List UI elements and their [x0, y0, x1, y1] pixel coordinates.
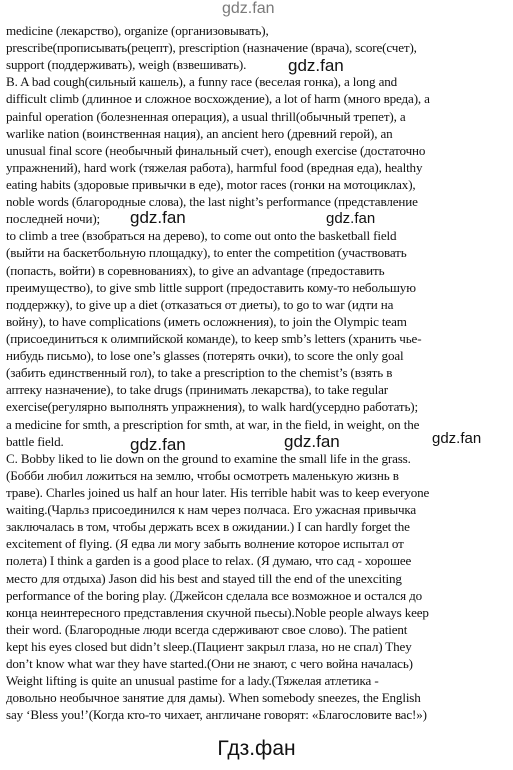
text-line: don’t know what war they have started.(Они не знают, с чего война началась) [6, 656, 413, 672]
watermark: gdz.fan [432, 430, 482, 447]
watermark: gdz.fan [130, 435, 186, 454]
text-line: (Бобби любил ложиться на землю, чтобы осмотреть маленькую жизнь в [6, 467, 399, 483]
watermark: gdz.fan [284, 432, 340, 451]
text-line: support (поддерживать), weigh (взвешивать). [6, 57, 247, 73]
text-line: место для отдыха) Jason did his best and stayed till the end of the unexciting [6, 570, 402, 586]
text-line: заключалась в том, чтобы держать всех в ожидании.) I can hardly forget the [6, 519, 410, 535]
text-line: a medicine for smth, a prescription for smth, at war, in the field, in weight, on the [6, 416, 420, 432]
watermark: gdz.fan [130, 208, 186, 227]
text-line: (забить единственный гол), to take a prescription to the chemist’s (взять в [6, 365, 393, 381]
text-line: войну), to have complications (иметь осложнения), to join the Olympic team [6, 313, 407, 329]
text-line: (присоединиться к олимпийской команде), to keep smb’s letters (хранить чье- [6, 330, 422, 346]
text-line: waiting.(Чарльз присоединился к нам через полчаса. Его ужасная привычка [6, 502, 417, 518]
text-line: unusual final score (необычный финальный счет), enough exercise (достаточно [6, 142, 426, 158]
text-line: prescribe(прописывать(рецепт), prescription (назначение (врача), score(счет), [6, 40, 417, 56]
text-line: eating habits (здоровые привычки в еде), motor races (гонки на мотоциклах), [6, 176, 416, 192]
text-line: performance of the boring play. (Джейсон сделала все возможное и остался до [6, 587, 423, 603]
text-line: довольно необычное занятие для дамы). When somebody sneezes, the English [6, 690, 421, 706]
text-line: noble words (благородные слова), the last night’s performance (представление [6, 194, 418, 210]
text-line: B. A bad cough(сильный кашель), a funny race (веселая гонка), a long and [6, 74, 398, 90]
text-line: конца неинтересного представления скучной пьесы).Noble people always keep [6, 604, 429, 620]
text-line: to climb a tree (взобраться на дерево), to come out onto the basketball field [6, 228, 397, 244]
text-line: difficult climb (длинное и сложное восхождение), a lot of harm (много вреда), a [6, 91, 430, 107]
text-line: kept his eyes closed but didn’t sleep.(Пациент закрыл глаза, но не спал) They [6, 638, 412, 654]
text-line: medicine (лекарство), organize (организовывать), [6, 23, 269, 38]
watermark-top: gdz.fan [222, 0, 275, 17]
text-line: траве). Charles joined us half an hour later. His terrible habit was to keep everyone [6, 484, 430, 500]
text-line: (попасть, войти) в соревнованиях), to give an advantage (предоставить [6, 262, 385, 278]
watermark: gdz.fan [326, 210, 376, 227]
document-body [6, 22, 508, 723]
text-line: C. Bobby liked to lie down on the ground to examine the small life in the grass. [6, 450, 411, 466]
text-line: excitement of flying. (Я едва ли могу забыть волнение которое испытал от [6, 536, 404, 552]
text-line: their word. (Благородные люди всегда сдерживают свое слово). The patient [6, 621, 408, 637]
text-line: поддержку), to give up a diet (отказаться от диеты), to go to war (идти на [6, 296, 394, 312]
text-line: последней ночи); [6, 211, 101, 227]
text-line: painful operation (болезненная операция), a usual thrill(обычный трепет), a [6, 108, 406, 124]
text-line: say ‘Bless you!’(Когда кто-то чихает, англичане говорят: «Благословите вас!») [6, 707, 427, 723]
text-line: Weight lifting is quite an unusual pastime for a lady.(Тяжелая атлетика - [6, 673, 379, 689]
watermark: gdz.fan [288, 56, 344, 75]
text-line: полета) I think a garden is a good place to relax. (Я думаю, что сад - хорошее [6, 553, 412, 569]
text-line: упражнений), hard work (тяжелая работа), harmful food (вредная еда), healthy [6, 159, 423, 175]
text-line: аптеку назначение), to take drugs (принимать лекарства), to take regular [6, 382, 389, 398]
text-line: warlike nation (воинственная нация), an ancient hero (древний герой), an [6, 125, 393, 141]
text-line: battle field. [6, 433, 64, 449]
text-line: преимущество), to give smb little support (предоставить кому-то небольшую [6, 279, 416, 295]
watermark-bottom: Гдз.фан [217, 737, 296, 760]
text-line: нибудь письмо), to lose one’s glasses (потерять очки), to score the only goal [6, 348, 404, 364]
text-line: (выйти на баскетбольную площадку), to enter the competition (участвовать [6, 245, 407, 261]
text-line: exercise(регулярно выполнять упражнения), to walk hard(усердно работать); [6, 399, 418, 415]
